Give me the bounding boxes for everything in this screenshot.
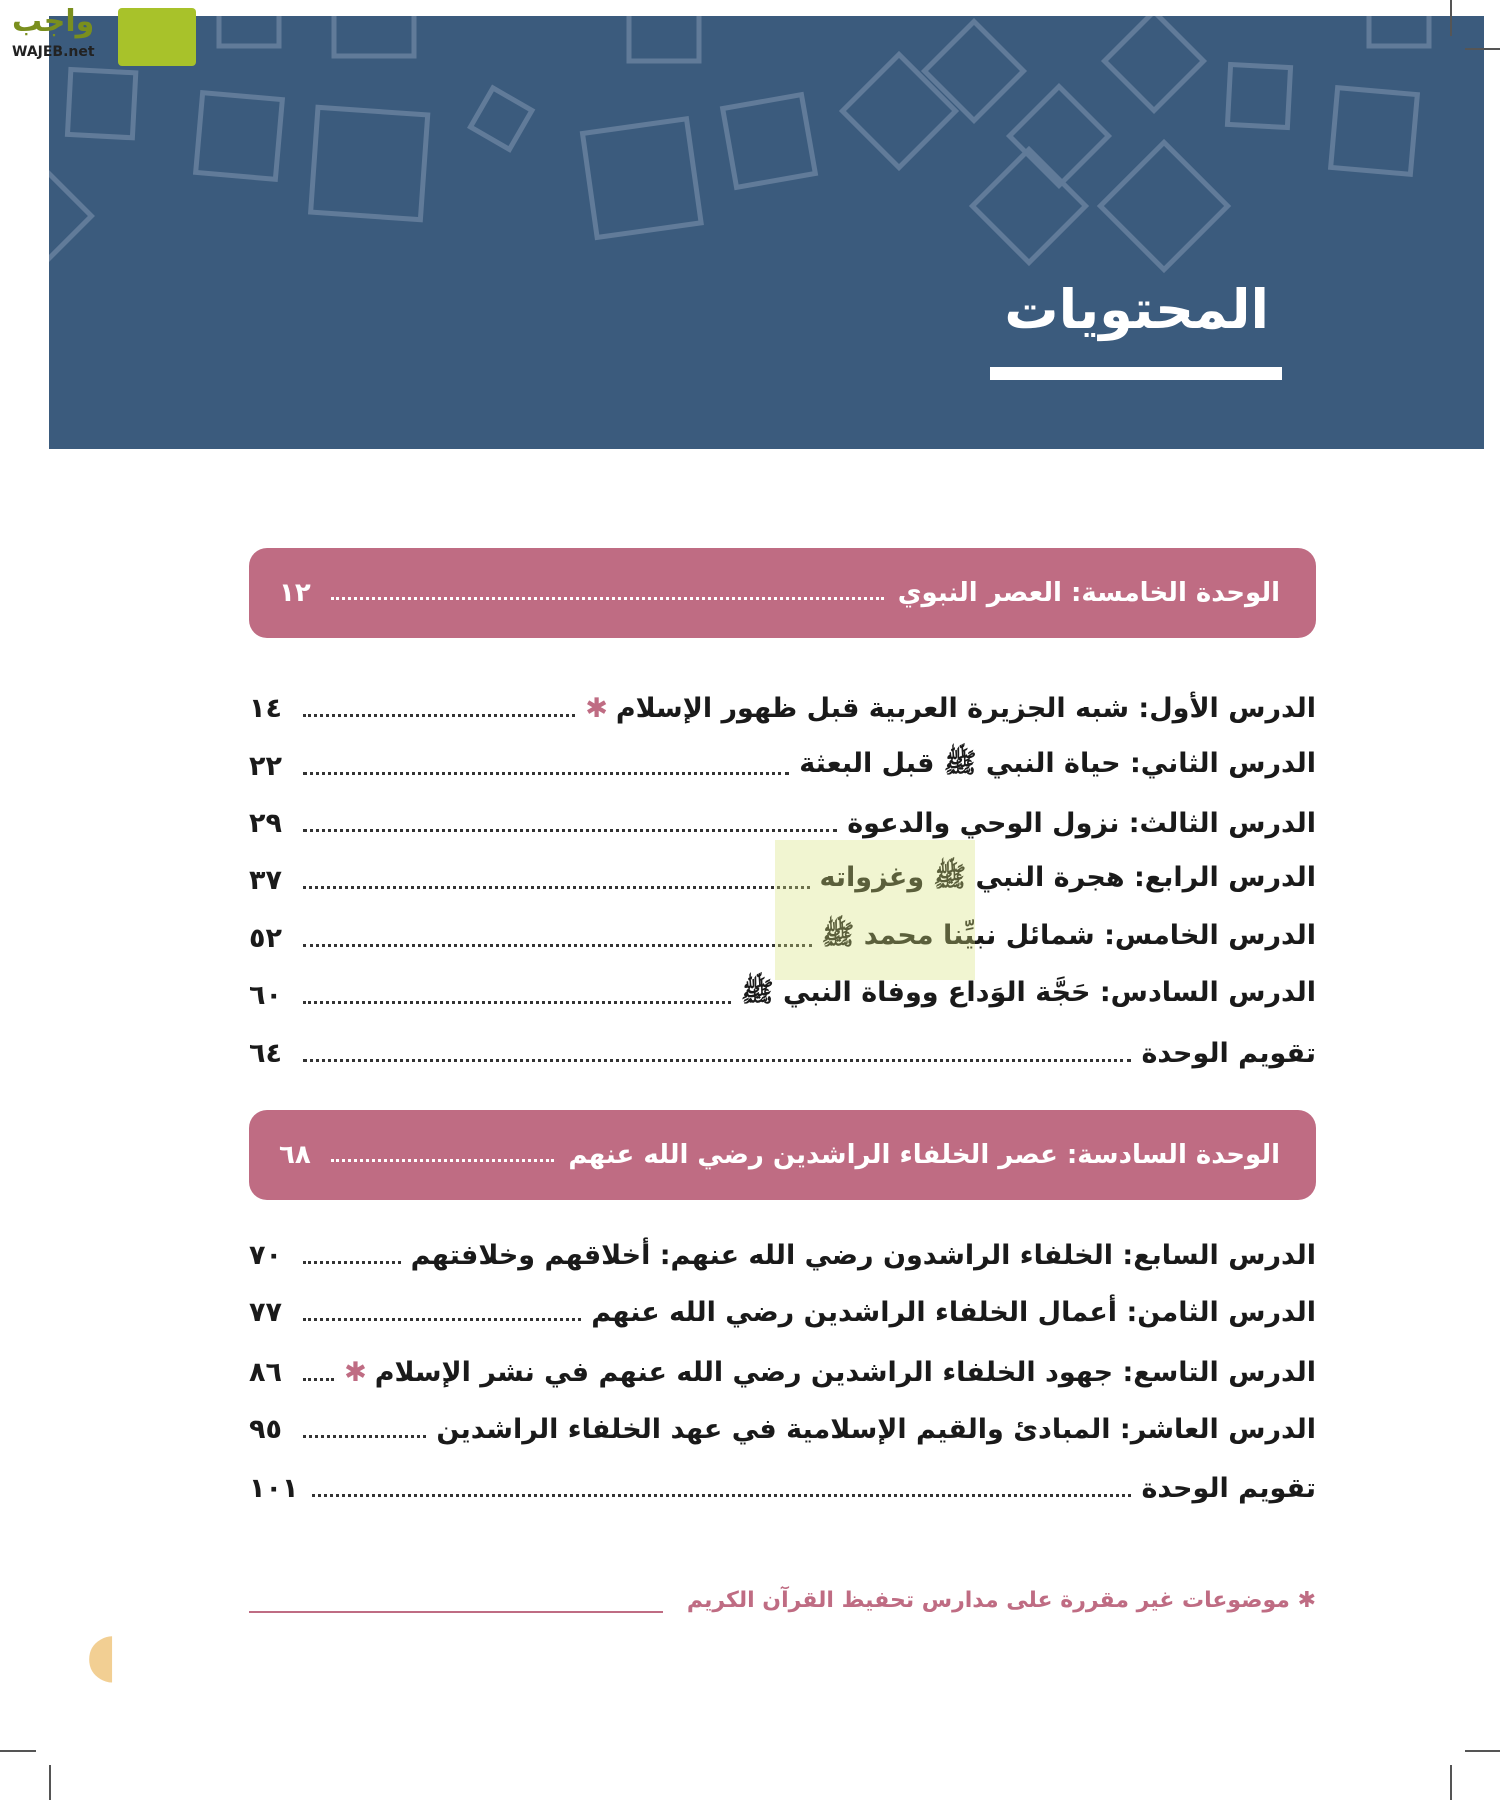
lesson-page: ٢٩ bbox=[249, 807, 282, 839]
leader-dots bbox=[312, 1494, 1131, 1497]
decorative-squares bbox=[49, 16, 1484, 449]
lesson-title: الدرس التاسع: جهود الخلفاء الراشدين رضي الله عنهم في نشر الإسلام bbox=[374, 1356, 1316, 1388]
unit-title: الوحدة السادسة: عصر الخلفاء الراشدين رضي الله عنهم bbox=[568, 1140, 1280, 1170]
lesson-page: ٢٢ bbox=[249, 750, 282, 782]
toc-row[interactable] bbox=[249, 688, 1316, 728]
leader-dots bbox=[303, 1261, 401, 1264]
logo-latin: WAJEB.net bbox=[12, 44, 95, 60]
lesson-page: ٥٢ bbox=[249, 922, 282, 954]
toc-row[interactable] bbox=[249, 918, 1316, 958]
leader-dots bbox=[303, 1318, 581, 1321]
star-icon: ✱ bbox=[585, 692, 608, 724]
toc-row[interactable] bbox=[249, 1409, 1316, 1449]
lesson-title: الدرس الخامس: شمائل نبيِّنا محمد ﷺ bbox=[821, 920, 1316, 951]
unit-heading[interactable] bbox=[249, 1110, 1316, 1200]
lesson-page: ١٠١ bbox=[249, 1472, 299, 1504]
lesson-page: ٧٧ bbox=[249, 1296, 282, 1328]
page-title: المحتويات bbox=[1004, 278, 1269, 341]
header-banner bbox=[49, 16, 1484, 449]
lesson-title: تقويم الوحدة bbox=[1141, 1037, 1316, 1069]
crop-mark bbox=[1450, 0, 1452, 36]
unit-page: ٦٨ bbox=[279, 1140, 311, 1170]
lesson-title: الدرس الرابع: هجرة النبي ﷺ وغزواته bbox=[819, 862, 1316, 893]
lesson-page: ٩٥ bbox=[249, 1413, 282, 1445]
leader-dots bbox=[331, 1159, 555, 1162]
lesson-page: ٧٠ bbox=[249, 1239, 282, 1271]
leader-dots bbox=[303, 944, 812, 947]
leader-dots bbox=[303, 772, 789, 775]
star-icon: ✱ bbox=[344, 1356, 367, 1388]
toc-row[interactable] bbox=[249, 1292, 1316, 1332]
lesson-page: ٨٦ bbox=[249, 1356, 282, 1388]
star-icon: ✱ bbox=[1297, 1588, 1316, 1613]
leader-dots bbox=[303, 714, 575, 717]
lesson-title: الدرس الثامن: أعمال الخلفاء الراشدين رضي الله عنهم bbox=[591, 1296, 1316, 1328]
crop-mark bbox=[1465, 48, 1500, 50]
wajeb-logo bbox=[10, 4, 190, 68]
leader-dots bbox=[303, 1435, 426, 1438]
book-icon bbox=[118, 8, 196, 66]
toc-row[interactable] bbox=[249, 1352, 1316, 1392]
toc-row[interactable] bbox=[249, 803, 1316, 843]
lesson-page: ٦٠ bbox=[249, 979, 282, 1011]
crop-mark bbox=[1450, 1765, 1452, 1800]
crop-mark bbox=[1465, 1750, 1500, 1752]
lesson-title: الدرس السابع: الخلفاء الراشدون رضي الله عنهم: أخلاقهم وخلافتهم bbox=[410, 1239, 1316, 1271]
footnote bbox=[687, 1588, 1316, 1613]
lesson-title: الدرس العاشر: المبادئ والقيم الإسلامية في عهد الخلفاء الراشدين bbox=[436, 1413, 1316, 1445]
lesson-title: الدرس الثاني: حياة النبي ﷺ قبل البعثة bbox=[799, 748, 1316, 779]
unit-page: ١٢ bbox=[279, 578, 311, 608]
toc-row[interactable] bbox=[249, 975, 1316, 1015]
lesson-title: الدرس الثالث: نزول الوحي والدعوة bbox=[847, 807, 1316, 839]
toc-row[interactable] bbox=[249, 860, 1316, 900]
lesson-title: الدرس السادس: حَجَّة الوَداع ووفاة النبي ﷺ bbox=[741, 977, 1316, 1008]
unit-title: الوحدة الخامسة: العصر النبوي bbox=[897, 578, 1280, 608]
toc-row[interactable] bbox=[249, 1468, 1316, 1508]
crop-mark bbox=[0, 1750, 36, 1752]
leader-dots bbox=[303, 886, 810, 889]
lesson-page: ٦٤ bbox=[249, 1037, 282, 1069]
logo-arabic: واجب bbox=[12, 4, 95, 39]
leader-dots bbox=[303, 1378, 334, 1381]
toc-row[interactable] bbox=[249, 746, 1316, 786]
lesson-page: ٣٧ bbox=[249, 864, 282, 896]
lesson-title: الدرس الأول: شبه الجزيرة العربية قبل ظهور الإسلام bbox=[615, 692, 1316, 724]
title-underline bbox=[990, 367, 1282, 380]
toc-row[interactable] bbox=[249, 1033, 1316, 1073]
lesson-title: تقويم الوحدة bbox=[1141, 1472, 1316, 1504]
leader-dots bbox=[303, 829, 837, 832]
footnote-text: موضوعات غير مقررة على مدارس تحفيظ القرآن الكريم bbox=[686, 1588, 1290, 1613]
unit-heading[interactable] bbox=[249, 548, 1316, 638]
crop-mark bbox=[49, 1765, 51, 1800]
leader-dots bbox=[331, 597, 884, 600]
leader-dots bbox=[303, 1001, 731, 1004]
publisher-logo-icon: ◖ bbox=[86, 1620, 118, 1690]
toc-row[interactable] bbox=[249, 1235, 1316, 1275]
footnote-rule bbox=[249, 1611, 663, 1613]
lesson-page: ١٤ bbox=[249, 692, 282, 724]
leader-dots bbox=[303, 1059, 1131, 1062]
